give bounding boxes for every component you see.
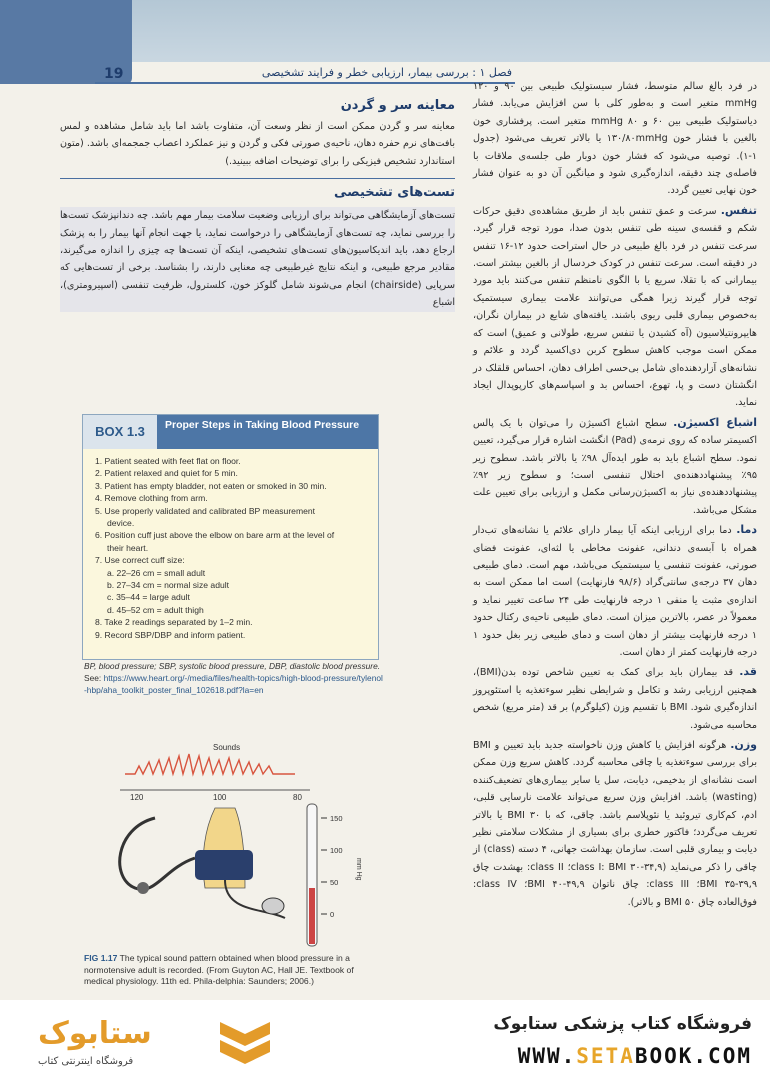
- box-step: 8. Take 2 readings separated by 1–2 min.: [95, 617, 253, 628]
- box-footnote: [84, 660, 384, 696]
- figure-caption: [84, 953, 384, 999]
- logo-subtitle: فروشگاه اینترنتی کتاب: [38, 1056, 134, 1067]
- sound-wave: [125, 754, 295, 774]
- see-url-link[interactable]: https://www.heart.org/-/media/files/health-topics/high-blood-pressure/tylenol-hbp/aha_toolkit_poster_final_102618.pdf?la=en: [84, 673, 383, 695]
- scale-tick-label: 120: [130, 793, 144, 802]
- stethoscope-tube: [120, 818, 195, 889]
- url-part: WWW.: [517, 1044, 577, 1068]
- left-column: [60, 96, 455, 314]
- see-reference: [84, 672, 384, 696]
- bp-figure: [95, 738, 385, 953]
- diagnostic-tests-text: تست‌های آزمایشگاهی می‌تواند برای ارزیابی وضعیت سلامت بیمار مهم باشد. چه دندانپزشک تست‌ها را بررسی نماید، چه تست‌های آزمایشگاهی را درخواست نماید، یا جهت انجام آنها بیمار را به پزشک ارجاع دهد، باید اندیکاسیون‌های تست‌های تشخیصی، اینکه آن تست‌ها چه چیزی را اندازه می‌گیرند، مقادیر مرجع طبیعی، و اینکه نتایج غیرطبیعی چه معنایی دارند، را بشناسد. برخی از تست‌هایی که سرپایی (chairside) انجام می‌شوند شامل گلوکز خون، کلسترول، ظرفیت تنفسی (اسپیرومتری)، اشباع: [60, 207, 455, 311]
- box-step: 1. Patient seated with feet flat on floor.: [95, 456, 241, 466]
- height-text: قد بیماران باید برای کمک به تعیین شاخص توده بدن(BMI)، همچنین ارزیابی رشد و تکامل و شرایطی نظیر سوء‌تغذیه یا استئوپروز اندازه‌گیری شود. BMI با تقسیم وزن (کیلوگرم) بر قد (متر مربع) شخص محاسبه می‌شود.: [473, 667, 757, 731]
- logo-text: ستابوک: [38, 1016, 152, 1051]
- weight-paragraph: [473, 736, 757, 911]
- head-neck-title: معاینه سر و گردن: [340, 98, 455, 113]
- box-step: a. 22–26 cm = small adult: [107, 567, 206, 578]
- box-step: 6. Position cuff just above the elbow on bare arm at the level of: [95, 530, 335, 541]
- temperature-heading: دما.: [736, 523, 757, 537]
- store-footer: [0, 1000, 770, 1080]
- chapter-title: فصل ۱ : بررسی بیمار، ارزیابی خطر و فرایند تشخیصی: [261, 66, 512, 79]
- url-part-accent: SETA: [576, 1044, 635, 1068]
- respiration-text: سرعت و عمق تنفس باید از طریق مشاهده‌ی دقیق حرکات شکم و قفسه‌ی سینه طی تنفس بدون صدا، مورد توجه قرار گیرد. سرعت تنفس در فرد بالغ طبیعی در حال استراحت حدود ۱۲-۱۶ تنفس در دقیقه است. سرعت تنفس در کودک خردسال از بالغین بیشتر است. بیمارانی که با تقلا، سریع یا با الگوی نامنظم تنفس می‌کنند باید مورد توجه قرار گیرند زیرا همگی می‌توانند علامت بیماری سیستمیک به‌خصوص بیماری قلبی ریوی باشند. یافته‌های شایع در بیماران نگران، هایپرونتیلاسیون (آه کشیدن یا تنفس سریع، طولانی و عمیق) است که ممکن است موجب کاهش سطوح کربن دی‌اکسید گردد و علائم و نشانه‌های آزاردهنده‌ای شامل بی‌حسی اطراف دهان، احساس قلقلک در انگشتان دست و پا، تهوع، احساس بد و اسپاسم‌های کارپوپدال ایجاد نماید.: [473, 205, 757, 409]
- pump-bulb: [262, 898, 284, 914]
- box-step: 4. Remove clothing from arm.: [95, 493, 208, 504]
- box-blood-pressure-steps: [82, 414, 379, 660]
- bp-paragraph: در فرد بالغ سالم متوسط، فشار سیستولیک طبیعی بین ۹۰ و ۱۲۰ mmHg متغیر است و به‌طور کلی با سن افزایش می‌یابد. فشار دیاستولیک طبیعی بین ۶۰ و ۸۰ mmHg متغیر است. پرفشاری خون بالغین با فشار خون ۱۳۰/۸۰mmHg یا بالاتر تعریف می‌شود (جدول ۱-۱). توصیه می‌شود که فشار خون دوبار طی جلسه‌ی ملاقات با فاصله‌ی چند دقیقه، اندازه‌گیری شود و میانگین آن دو به عنوان فشار خون نهایی تعیین گردد.: [473, 81, 758, 197]
- store-name: فروشگاه کتاب پزشکی ستابوک: [493, 1014, 752, 1034]
- oxygen-text: سطح اشباع اکسیژن را می‌توان با یک پالس اکسیمتر ساده که روی نرمه‌ی (Pad) انگشت اشاره قرار می‌گیرد، تعیین نمود. سطح اشباع باید به طور ایده‌آل ۹۸٪ یا بالاتر باشد. سطوح زیر ۹۵٪ پیشنهاددهنده‌ی اختلال تنفسی است؛ و سطوح زیر ۹۲٪ پیشنهاددهنده‌ی نیاز به اکسیژن‌رسانی مکمل و ارزیابی برای تعیین علت مشکل می‌باشد.: [473, 417, 757, 516]
- weight-text: هرگونه افزایش یا کاهش وزن ناخواسته جدید باید تعیین و BMI برای بررسی سوء‌تغذیه یا چاقی محاسبه گردد. کاهش سریع وزن ممکن است نشانه‌ای از بدخیمی، دیابت، سل یا سایر بیماری‌های تضعیف‌کننده (wasting) باشد. افزایش وزن سریع می‌تواند علامت نارسایی قلبی، ادم، کم‌کاری تیروئید یا نئوپلاسم باشد. چاقی، که با BMI ۳۰ یا بالاتر تعریف می‌گردد؛ فاکتور خطری برای بسیاری از مشکلات سلامتی نظیر دیابت و بیماری قلبی است. سازمان بهداشت جهانی، ۴ دسته (class) از چاقی را ذکر می‌نماید (class I: BMI ۳۰-۳۴,۹؛ class II: بهشدت چاق BMI ۳۵-۳۹,۹؛ class III: چاق ناتوان BMI ۴۰-۴۹,۹؛ class IV: فوق‌العاده چاق BMI ۵۰ و بالاتر).: [473, 740, 757, 908]
- bp-cuff: [195, 850, 253, 880]
- box-label: BOX 1.3: [83, 415, 157, 449]
- weight-heading: وزن.: [730, 738, 757, 752]
- sounds-label: Sounds: [213, 743, 241, 752]
- gauge-tick-label: 50: [330, 878, 339, 887]
- box-step: c. 35–44 = large adult: [107, 592, 190, 603]
- box-step: 9. Record SBP/DBP and inform patient.: [95, 629, 246, 640]
- box-step-list: [95, 455, 371, 641]
- scale-tick-label: 80: [293, 793, 302, 802]
- diagnostic-tests-title: تست‌های تشخیصی: [60, 178, 455, 203]
- box-step: 5. Use properly validated and calibrated BP measurement: [95, 505, 316, 516]
- height-heading: قد.: [739, 665, 757, 679]
- url-part: BOOK.COM: [634, 1044, 752, 1068]
- right-column: [473, 78, 757, 913]
- page-number: 19: [104, 66, 124, 82]
- gauge-tick-label: 100: [330, 846, 343, 855]
- temperature-paragraph: [473, 521, 757, 661]
- temperature-text: دما برای ارزیابی اینکه آیا بیمار دارای علائم یا نشانه‌های تب‌دار همراه با آبسه‌ی دندانی، عفونت مخاطی یا لثه‌ای، عفونت فضای صورتی، عفونت تنفسی یا سیستمیک می‌باشد، مهم است. دمای طبیعی دهان ۳۷ درجه‌ی سانتی‌گراد (۹۸/۶ فارنهایت) است اما ممکن است به اندازه‌ی مثبت یا منفی ۱ درجه فارنهایت طی ۲۴ ساعت تغییر نماید و معمولاً در عصر، بالاترین میزان است. دمای طبیعی ناحیه‌ی رکتال حدود ۱ درجه فارنهایت بیشتر از دهان است و دمای طبیعی زیر بغل حدود ۱ درجه فارنهایت کمتر از دهان است.: [473, 525, 757, 658]
- figure-ref: FIG 1.17: [84, 953, 118, 963]
- stethoscope-head: [137, 882, 149, 894]
- gauge-unit: mm Hg: [355, 858, 362, 881]
- box-step: d. 45–52 cm = adult thigh: [107, 604, 204, 615]
- abbrev-note: BP, blood pressure; SBP, systolic blood pressure, DBP, diastolic blood pressure.: [84, 661, 381, 671]
- respiration-heading: تنفس.: [720, 203, 757, 217]
- head-neck-text: معاینه سر و گردن ممکن است از نظر وسعت آن، متفاوت باشد اما باید شامل مشاهده و لمس بافت‌های نرم حفره دهان، ناحیه‌ی صورتی فکی و گردن و نیز عملکرد اعصاب جمجمه‌ای باشد. (متون استاندارد تشخیص فیزیکی را برای توضیحات اضافه ببینید.): [60, 121, 455, 167]
- box-step: device.: [107, 518, 135, 529]
- height-paragraph: [473, 663, 757, 734]
- box-step: their heart.: [107, 542, 149, 553]
- oxygen-heading: اشباع اکسیژن.: [673, 415, 757, 429]
- store-url-link[interactable]: [518, 1044, 752, 1068]
- box-title: Proper Steps in Taking Blood Pressure: [157, 415, 378, 449]
- gauge-tick-label: 0: [330, 910, 335, 919]
- gauge-tick-label: 150: [330, 814, 343, 823]
- box-step: 7. Use correct cuff size:: [95, 555, 185, 566]
- see-label: See:: [84, 673, 102, 683]
- box-step: b. 27–34 cm = normal size adult: [107, 580, 230, 591]
- figure-caption-text: The typical sound pattern obtained when blood pressure in a normotensive adult is recorded. (From Guyton AC, Hall JE. Textbook of medical physiology. 11th ed. Phila-delphia: Saunders; 2006.): [84, 953, 354, 987]
- box-step: 2. Patient relaxed and quiet for 5 min.: [95, 468, 238, 479]
- logo-chevron-icon: [210, 1014, 280, 1070]
- manometer-mercury: [309, 888, 315, 944]
- header-rule: [95, 82, 515, 84]
- scale-tick-label: 100: [213, 793, 227, 802]
- oxygen-paragraph: [473, 414, 757, 519]
- box-step: 3. Patient has empty bladder, not eaten or smoked in 30 min.: [95, 480, 327, 491]
- respiration-paragraph: [473, 202, 757, 412]
